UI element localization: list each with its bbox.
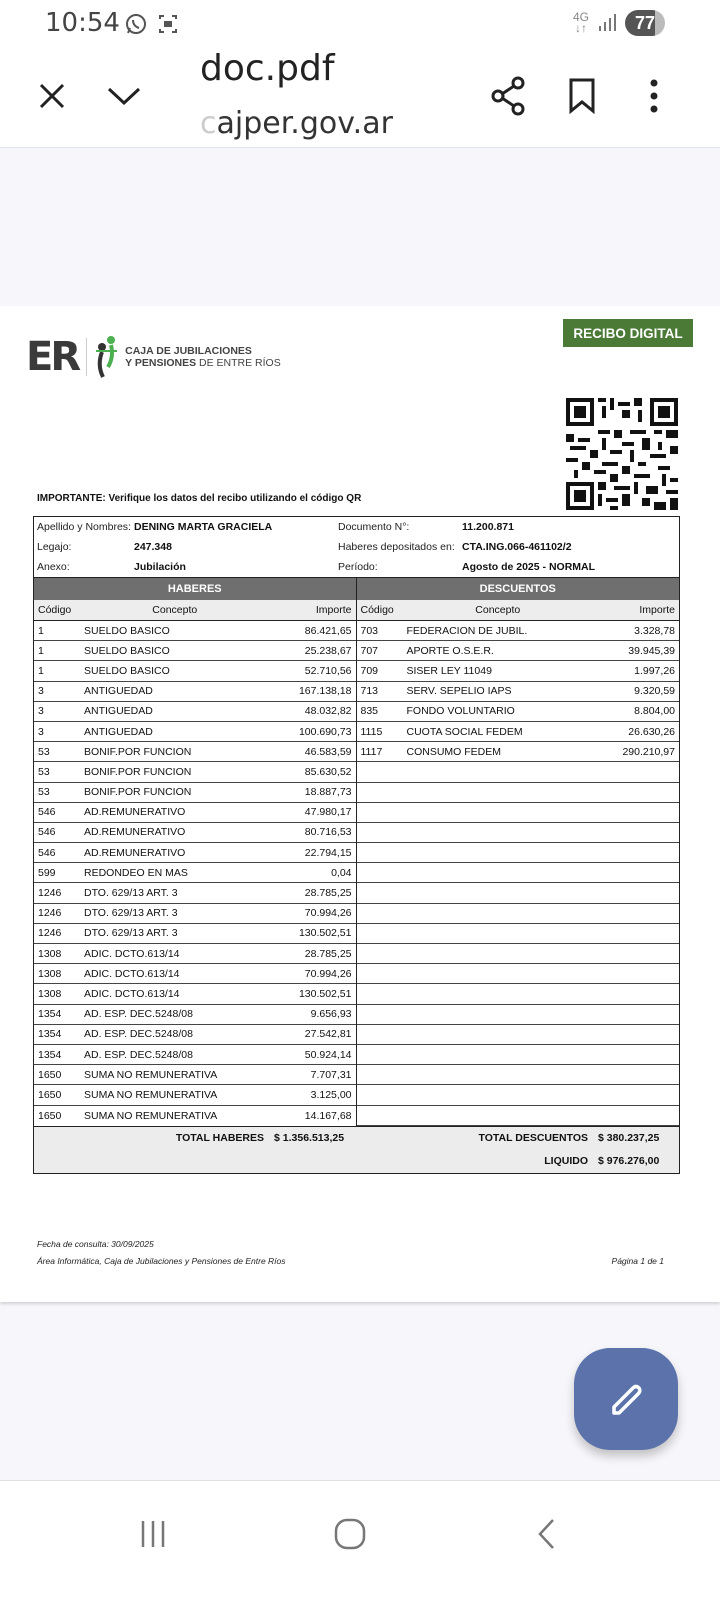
recent-apps-icon <box>138 1519 168 1549</box>
descuentos-table-row <box>357 621 680 641</box>
total-descuentos: $ 380.237,25 <box>598 1132 660 1145</box>
haberes-code-cell: 1246 <box>38 907 62 920</box>
haberes-amount-cell: 25.238,67 <box>304 644 352 657</box>
haberes-amount-cell: 28.785,25 <box>304 887 352 900</box>
gallery-icon <box>156 12 180 36</box>
descuentos-table-row <box>357 863 680 883</box>
descuentos-column-headers: Código Concepto Importe <box>357 600 680 621</box>
descuentos-table-row <box>357 1005 680 1025</box>
haberes-amount-cell: 130.502,51 <box>298 987 352 1000</box>
haberes-amount-cell: 27.542,81 <box>304 1028 352 1041</box>
info-row-anexo: Anexo: Jubilación Período: Agosto de 2025 - NORMAL <box>37 561 596 573</box>
descuentos-table-row <box>357 783 680 803</box>
haberes-code-cell: 1308 <box>38 967 62 980</box>
haberes-amount-cell: 7.707,31 <box>310 1068 352 1081</box>
descuentos-table-row <box>357 722 680 742</box>
haberes-amount-cell: 18.887,73 <box>304 786 352 799</box>
descuentos-table-row <box>357 823 680 843</box>
haberes-table-row <box>34 661 356 681</box>
haberes-column-headers: Código Concepto Importe <box>34 600 356 621</box>
haberes-concept-cell: BONIF.POR FUNCION <box>84 745 192 758</box>
qr-code <box>566 398 678 510</box>
haberes-code-cell: 1 <box>38 664 44 677</box>
descuentos-table-row <box>357 944 680 964</box>
descuentos-code-cell: 1117 <box>360 745 383 758</box>
descuentos-table-row <box>357 742 680 762</box>
recibo-digital-badge: RECIBO DIGITAL <box>563 319 693 347</box>
pdf-viewer-toolbar <box>0 48 720 148</box>
collapse-button[interactable] <box>102 74 146 118</box>
haberes-concept-cell: SUELDO BASICO <box>84 644 170 657</box>
haberes-code-cell: 1308 <box>38 947 62 960</box>
descuentos-code-cell: 1115 <box>360 725 383 738</box>
haberes-title: HABERES <box>34 578 356 600</box>
haberes-code-cell: 1246 <box>38 887 62 900</box>
haberes-table-row <box>34 904 356 924</box>
haberes-code-cell: 1308 <box>38 987 62 1000</box>
haberes-concept-cell: AD. ESP. DEC.5248/08 <box>84 1028 193 1041</box>
descuentos-concept-cell: CONSUMO FEDEM <box>406 745 501 758</box>
haberes-code-cell: 1650 <box>38 1088 62 1101</box>
descuentos-amount-cell: 26.630,26 <box>628 725 675 738</box>
descuentos-concept-cell: FONDO VOLUNTARIO <box>406 705 515 718</box>
descuentos-table-row <box>357 1045 680 1065</box>
totals-section: TOTAL HABERES $ 1.356.513,25 TOTAL DESCUENTOS $ 380.237,25 LIQUIDO $ 976.276,00 <box>34 1126 679 1173</box>
haberes-concept-cell: ADIC. DCTO.613/14 <box>84 967 180 980</box>
haberes-amount-cell: 22.794,15 <box>304 846 352 859</box>
footer-area: Área Informática, Caja de Jubilaciones y Pensiones de Entre Ríos <box>37 1256 286 1266</box>
haberes-concept-cell: SUELDO BASICO <box>84 624 170 637</box>
descuentos-concept-cell: CUOTA SOCIAL FEDEM <box>406 725 523 738</box>
descuentos-amount-cell: 8.804,00 <box>634 705 675 718</box>
haberes-table-row <box>34 621 356 641</box>
haberes-code-cell: 1354 <box>38 1008 62 1021</box>
haberes-amount-cell: 80.716,53 <box>304 826 352 839</box>
haberes-concept-cell: DTO. 629/13 ART. 3 <box>84 907 178 920</box>
haberes-amount-cell: 14.167,68 <box>304 1109 352 1122</box>
haberes-table-row <box>34 803 356 823</box>
haberes-amount-cell: 86.421,65 <box>304 624 352 637</box>
haberes-concept-cell: REDONDEO EN MAS <box>84 866 188 879</box>
haberes-concept-cell: SUMA NO REMUNERATIVA <box>84 1068 218 1081</box>
descuentos-table-row <box>357 661 680 681</box>
haberes-concept-cell: AD.REMUNERATIVO <box>84 846 186 859</box>
haberes-table-row <box>34 944 356 964</box>
close-icon <box>38 82 66 110</box>
descuentos-concept-cell: FEDERACION DE JUBIL. <box>406 624 528 637</box>
haberes-table-row <box>34 682 356 702</box>
haberes-table-row <box>34 641 356 661</box>
descuentos-table-row <box>357 904 680 924</box>
haberes-concept-cell: BONIF.POR FUNCION <box>84 765 192 778</box>
liquido-value: $ 976.276,00 <box>598 1155 660 1168</box>
haberes-table-row <box>34 1025 356 1045</box>
haberes-concept-cell: ANTIGUEDAD <box>84 685 153 698</box>
haberes-table-row <box>34 1005 356 1025</box>
haberes-table-row <box>34 1085 356 1105</box>
descuentos-table-row <box>357 803 680 823</box>
institution-logo: ER CAJA DE JUBILACIONES Y PENSIONES DE ENTRE RÍOS <box>26 334 281 380</box>
haberes-amount-cell: 70.994,26 <box>304 967 352 980</box>
descuentos-table-row <box>357 883 680 903</box>
total-haberes: $ 1.356.513,25 <box>274 1132 345 1145</box>
haberes-code-cell: 1 <box>38 644 44 657</box>
haberes-amount-cell: 48.032,82 <box>304 705 352 718</box>
haberes-amount-cell: 50.924,14 <box>304 1048 352 1061</box>
descuentos-table-row <box>357 682 680 702</box>
haberes-concept-cell: SUELDO BASICO <box>84 664 170 677</box>
legajo-value: 247.348 <box>134 541 172 553</box>
haberes-amount-cell: 167.138,18 <box>298 685 352 698</box>
descuentos-code-cell: 709 <box>360 664 379 677</box>
haberes-code-cell: 546 <box>38 826 56 839</box>
document-title: doc.pdf <box>200 48 335 89</box>
haberes-amount-cell: 47.980,17 <box>304 806 352 819</box>
haberes-amount-cell: 0,04 <box>331 866 352 879</box>
descuentos-table-row <box>357 1025 680 1045</box>
info-row-name: Apellido y Nombres: DENING MARTA GRACIELA Documento N°: 11.200.871 <box>37 521 514 533</box>
descuentos-table-row <box>357 641 680 661</box>
haberes-table-row <box>34 722 356 742</box>
descuentos-table-row <box>357 1065 680 1085</box>
haberes-code-cell: 53 <box>38 745 50 758</box>
haberes-table-row <box>34 1106 356 1126</box>
descuentos-amount-cell: 290.210,97 <box>622 745 675 758</box>
recent-apps-button[interactable] <box>128 1509 178 1559</box>
haberes-code-cell: 1354 <box>38 1048 62 1061</box>
descuentos-code-cell: 835 <box>360 705 379 718</box>
deposit-account: CTA.ING.066-461102/2 <box>462 541 572 553</box>
haberes-table-row <box>34 984 356 1004</box>
haberes-amount-cell: 9.656,93 <box>310 1008 352 1021</box>
edit-pencil-icon <box>606 1379 646 1419</box>
edit-fab-button[interactable] <box>574 1348 678 1450</box>
haberes-table-row <box>34 924 356 944</box>
haberes-table-row <box>34 883 356 903</box>
haberes-concept-cell: AD. ESP. DEC.5248/08 <box>84 1048 193 1061</box>
descuentos-section <box>357 578 680 1126</box>
haberes-table-row <box>34 823 356 843</box>
haberes-concept-cell: ANTIGUEDAD <box>84 705 153 718</box>
haberes-table-row <box>34 1045 356 1065</box>
descuentos-amount-cell: 39.945,39 <box>628 644 675 657</box>
haberes-concept-cell: AD.REMUNERATIVO <box>84 806 186 819</box>
haberes-code-cell: 53 <box>38 765 50 778</box>
haberes-concept-cell: SUMA NO REMUNERATIVA <box>84 1109 218 1122</box>
er-logo: ER <box>26 334 79 380</box>
haberes-concept-cell: ADIC. DCTO.613/14 <box>84 947 180 960</box>
home-icon <box>334 1518 366 1550</box>
descuentos-table-row <box>357 924 680 944</box>
haberes-concept-cell: DTO. 629/13 ART. 3 <box>84 887 178 900</box>
haberes-amount-cell: 70.994,26 <box>304 907 352 920</box>
haberes-table-row <box>34 863 356 883</box>
descuentos-table-row <box>357 702 680 722</box>
descuentos-amount-cell: 9.320,59 <box>634 685 675 698</box>
haberes-concept-cell: DTO. 629/13 ART. 3 <box>84 927 178 940</box>
beneficiary-name: DENING MARTA GRACIELA <box>134 521 273 533</box>
home-button[interactable] <box>325 1509 375 1559</box>
whatsapp-icon <box>124 12 148 36</box>
haberes-amount-cell: 85.630,52 <box>304 765 352 778</box>
haberes-code-cell: 1354 <box>38 1028 62 1041</box>
descuentos-code-cell: 703 <box>360 624 379 637</box>
haberes-code-cell: 599 <box>38 866 56 879</box>
haberes-code-cell: 3 <box>38 685 44 698</box>
descuentos-title: DESCUENTOS <box>357 578 680 600</box>
share-button[interactable] <box>486 72 530 120</box>
descuentos-table-row <box>357 843 680 863</box>
haberes-concept-cell: BONIF.POR FUNCION <box>84 786 192 799</box>
descuentos-amount-cell: 3.328,78 <box>634 624 675 637</box>
info-row-legajo: Legajo: 247.348 Haberes depositados en: CTA.ING.066-461102/2 <box>37 541 572 553</box>
descuentos-concept-cell: APORTE O.S.E.R. <box>406 644 494 657</box>
chevron-down-icon <box>107 86 141 106</box>
haberes-code-cell: 546 <box>38 806 56 819</box>
haberes-amount-cell: 3.125,00 <box>310 1088 352 1101</box>
haberes-amount-cell: 100.690,73 <box>298 725 352 738</box>
document-number: 11.200.871 <box>462 521 514 533</box>
haberes-concept-cell: ANTIGUEDAD <box>84 725 153 738</box>
battery-indicator: 77 <box>625 10 665 36</box>
haberes-code-cell: 1650 <box>38 1109 62 1122</box>
haberes-code-cell: 1650 <box>38 1068 62 1081</box>
haberes-code-cell: 3 <box>38 705 44 718</box>
descuentos-table-row <box>357 1106 680 1126</box>
haberes-code-cell: 3 <box>38 725 44 738</box>
document-url: cajper.gov.ar <box>200 106 393 141</box>
people-logo-icon <box>95 335 119 379</box>
descuentos-table-row <box>357 964 680 984</box>
share-icon <box>490 76 526 116</box>
haberes-amount-cell: 52.710,56 <box>304 664 352 677</box>
descuentos-code-cell: 707 <box>360 644 379 657</box>
haberes-concept-cell: AD.REMUNERATIVO <box>84 826 186 839</box>
descuentos-amount-cell: 1.997,26 <box>634 664 675 677</box>
bookmark-button[interactable] <box>560 72 604 120</box>
descuentos-table-row <box>357 984 680 1004</box>
close-button[interactable] <box>30 74 74 118</box>
pdf-page <box>0 306 720 1302</box>
back-icon <box>535 1518 559 1550</box>
haberes-table-row <box>34 843 356 863</box>
haberes-table-row <box>34 1065 356 1085</box>
more-options-button[interactable] <box>636 72 672 120</box>
descuentos-table-row <box>357 762 680 782</box>
qr-verification-note: IMPORTANTE: Verifique los datos del recibo utilizando el código QR <box>37 493 362 504</box>
more-vert-icon <box>649 79 659 113</box>
status-bar <box>0 0 720 48</box>
haberes-table-row <box>34 783 356 803</box>
network-indicator: 4G ↓↑ <box>572 10 589 35</box>
haberes-code-cell: 1 <box>38 624 44 637</box>
signal-icon <box>597 14 617 32</box>
haberes-code-cell: 546 <box>38 846 56 859</box>
haberes-code-cell: 1246 <box>38 927 62 940</box>
haberes-amount-cell: 46.583,59 <box>304 745 352 758</box>
page-number: Página 1 de 1 <box>611 1256 664 1266</box>
haberes-table-row <box>34 702 356 722</box>
descuentos-code-cell: 713 <box>360 685 379 698</box>
descuentos-concept-cell: SISER LEY 11049 <box>406 664 492 677</box>
consultation-date: Fecha de consulta: 30/09/2025 <box>37 1239 154 1249</box>
haberes-amount-cell: 28.785,25 <box>304 947 352 960</box>
receipt-table <box>33 516 680 1174</box>
haberes-section <box>34 578 357 1126</box>
haberes-concept-cell: SUMA NO REMUNERATIVA <box>84 1088 218 1101</box>
descuentos-table-row <box>357 1085 680 1105</box>
haberes-code-cell: 53 <box>38 786 50 799</box>
anexo-value: Jubilación <box>134 561 186 573</box>
status-time: 10:54 <box>45 8 120 38</box>
haberes-table-row <box>34 762 356 782</box>
haberes-table-row <box>34 742 356 762</box>
period-value: Agosto de 2025 - NORMAL <box>462 561 596 573</box>
descuentos-concept-cell: SERV. SEPELIO IAPS <box>406 685 512 698</box>
bookmark-icon <box>568 78 596 114</box>
haberes-concept-cell: ADIC. DCTO.613/14 <box>84 987 180 1000</box>
back-button[interactable] <box>522 1509 572 1559</box>
haberes-amount-cell: 130.502,51 <box>298 927 352 940</box>
haberes-concept-cell: AD. ESP. DEC.5248/08 <box>84 1008 193 1021</box>
haberes-table-row <box>34 964 356 984</box>
system-navigation-bar <box>0 1480 720 1600</box>
